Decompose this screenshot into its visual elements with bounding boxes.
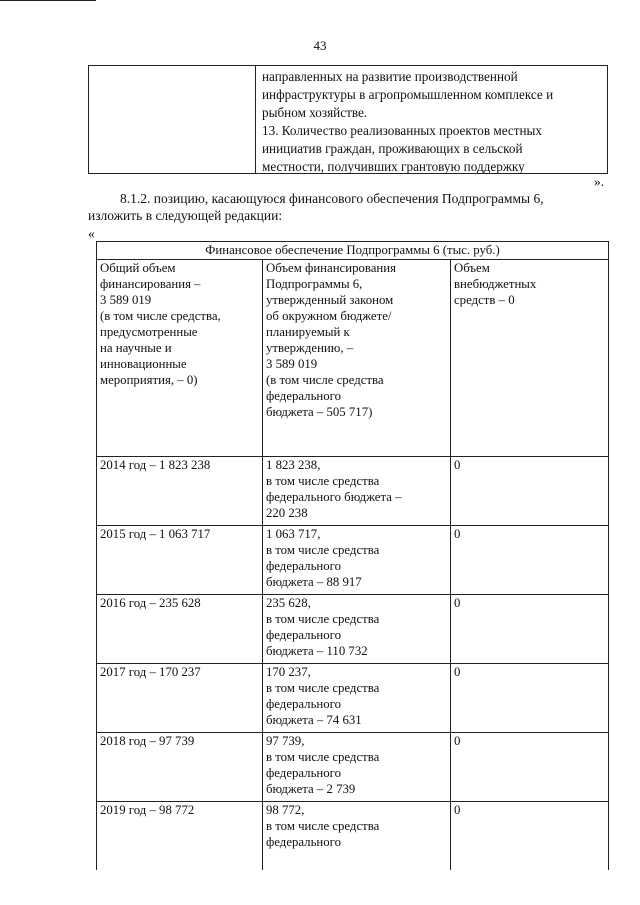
cell-line: Общий объем <box>100 261 176 275</box>
table-row <box>97 664 609 733</box>
continuation-line: рыбном хозяйстве. <box>262 105 368 120</box>
cell-line: бюджета – 505 717) <box>266 405 373 419</box>
cell-line: планируемый к <box>266 325 350 339</box>
cell-line: 235 628, <box>266 596 311 610</box>
continuation-line: местности, получивших грантовую поддержку <box>262 159 525 174</box>
cell-line: в том числе средства <box>266 750 380 764</box>
paragraph-line: изложить в следующей редакции: <box>88 208 283 223</box>
cell-line: федерального <box>266 389 341 403</box>
cell-line: в том числе средства <box>266 681 380 695</box>
closing-quote: ». <box>594 174 605 189</box>
cell-line: 1 823 238, <box>266 458 321 472</box>
cell-line: федерального <box>266 766 341 780</box>
table-row <box>97 802 609 871</box>
cell-line: финансирования – <box>100 277 201 291</box>
budget-cell <box>263 733 451 802</box>
finance-table <box>96 241 609 870</box>
table-row <box>97 595 609 664</box>
cell-line: об окружном бюджете/ <box>266 309 392 323</box>
cell-line: 2015 год – 1 063 717 <box>100 527 211 541</box>
budget-cell <box>263 664 451 733</box>
cell-line: мероприятия, – 0) <box>100 373 198 387</box>
cell-line: 3 589 019 <box>266 357 318 371</box>
cell-line: предусмотренные <box>100 325 198 339</box>
total-cell <box>97 664 263 733</box>
opening-quote: « <box>88 226 95 241</box>
continuation-table <box>88 65 608 174</box>
cell-line: утвержденный законом <box>266 293 394 307</box>
continuation-line: направленных на развитие производственной <box>262 69 518 84</box>
budget-cell <box>263 457 451 526</box>
cell-line: бюджета – 110 732 <box>266 644 368 658</box>
table-row <box>97 457 609 526</box>
cell-line: 1 063 717, <box>266 527 321 541</box>
continuation-line: инфраструктуры в агропромышленном комплексе и <box>262 87 554 102</box>
cell-line: средств – 0 <box>454 293 515 307</box>
cell-line: на научные и <box>100 341 172 355</box>
cell-line: бюджета – 74 631 <box>266 713 362 727</box>
cell-line: Подпрограммы 6, <box>266 277 363 291</box>
total-cell <box>97 526 263 595</box>
total-cell <box>97 733 263 802</box>
cell-line: 0 <box>454 458 461 472</box>
table-row <box>97 260 609 457</box>
cell-line: в том числе средства <box>266 819 380 833</box>
extrabudget-cell <box>451 664 609 733</box>
total-cell <box>97 457 263 526</box>
cell-line: федерального <box>266 697 341 711</box>
header-rule <box>0 0 96 1</box>
paragraph-line: 8.1.2. позицию, касающуюся финансового обеспечения Подпрограммы 6, <box>120 191 544 206</box>
budget-cell <box>263 260 451 457</box>
cell-line: 98 772, <box>266 803 305 817</box>
cell-line: 2019 год – 98 772 <box>100 803 195 817</box>
total-cell <box>97 595 263 664</box>
finance-table-body <box>97 260 609 871</box>
extrabudget-cell <box>451 733 609 802</box>
cell-line: 220 238 <box>266 506 308 520</box>
cell-line: (в том числе средства, <box>100 309 221 323</box>
cell-line: Объем <box>454 261 490 275</box>
cell-line: федерального <box>266 628 341 642</box>
cell-line: федерального <box>266 559 341 573</box>
table-row <box>97 733 609 802</box>
cell-line: 3 589 019 <box>100 293 152 307</box>
cell-line: федерального бюджета – <box>266 490 402 504</box>
cell-line: бюджета – 88 917 <box>266 575 362 589</box>
budget-cell <box>263 526 451 595</box>
continuation-line: 13. Количество реализованных проектов местных <box>262 123 543 138</box>
cell-line: 2018 год – 97 739 <box>100 734 195 748</box>
cell-line: 0 <box>454 596 461 610</box>
continuation-line: инициатив граждан, проживающих в сельской <box>262 141 523 156</box>
cell-line: 0 <box>454 665 461 679</box>
cell-line: 97 739, <box>266 734 305 748</box>
cell-line: (в том числе средства <box>266 373 384 387</box>
cell-line: 0 <box>454 527 461 541</box>
cell-line: бюджета – 2 739 <box>266 782 356 796</box>
extrabudget-cell <box>451 595 609 664</box>
amendment-paragraph <box>88 190 612 224</box>
total-cell <box>97 802 263 871</box>
finance-table-title: Финансовое обеспечение Подпрограммы 6 (тыс. руб.) <box>97 242 609 260</box>
cell-line: 0 <box>454 803 461 817</box>
cell-line: в том числе средства <box>266 543 380 557</box>
cell-line: внебюджетных <box>454 277 537 291</box>
continuation-empty-cell <box>89 66 256 173</box>
cell-line: 0 <box>454 734 461 748</box>
cell-line: 2017 год – 170 237 <box>100 665 201 679</box>
cell-line: 170 237, <box>266 665 311 679</box>
cell-line: в том числе средства <box>266 612 380 626</box>
budget-cell <box>263 595 451 664</box>
extrabudget-cell <box>451 802 609 871</box>
page-number: 43 <box>313 38 327 53</box>
extrabudget-cell <box>451 260 609 457</box>
cell-line: федерального <box>266 835 341 849</box>
cell-line: 2014 год – 1 823 238 <box>100 458 211 472</box>
cell-line: утверждению, – <box>266 341 354 355</box>
cell-line: Объем финансирования <box>266 261 397 275</box>
cell-line: 2016 год – 235 628 <box>100 596 201 610</box>
cell-line: в том числе средства <box>266 474 380 488</box>
cell-line: инновационные <box>100 357 187 371</box>
continuation-text-cell <box>256 66 607 173</box>
extrabudget-cell <box>451 457 609 526</box>
table-row <box>97 526 609 595</box>
extrabudget-cell <box>451 526 609 595</box>
budget-cell <box>263 802 451 871</box>
total-cell <box>97 260 263 457</box>
